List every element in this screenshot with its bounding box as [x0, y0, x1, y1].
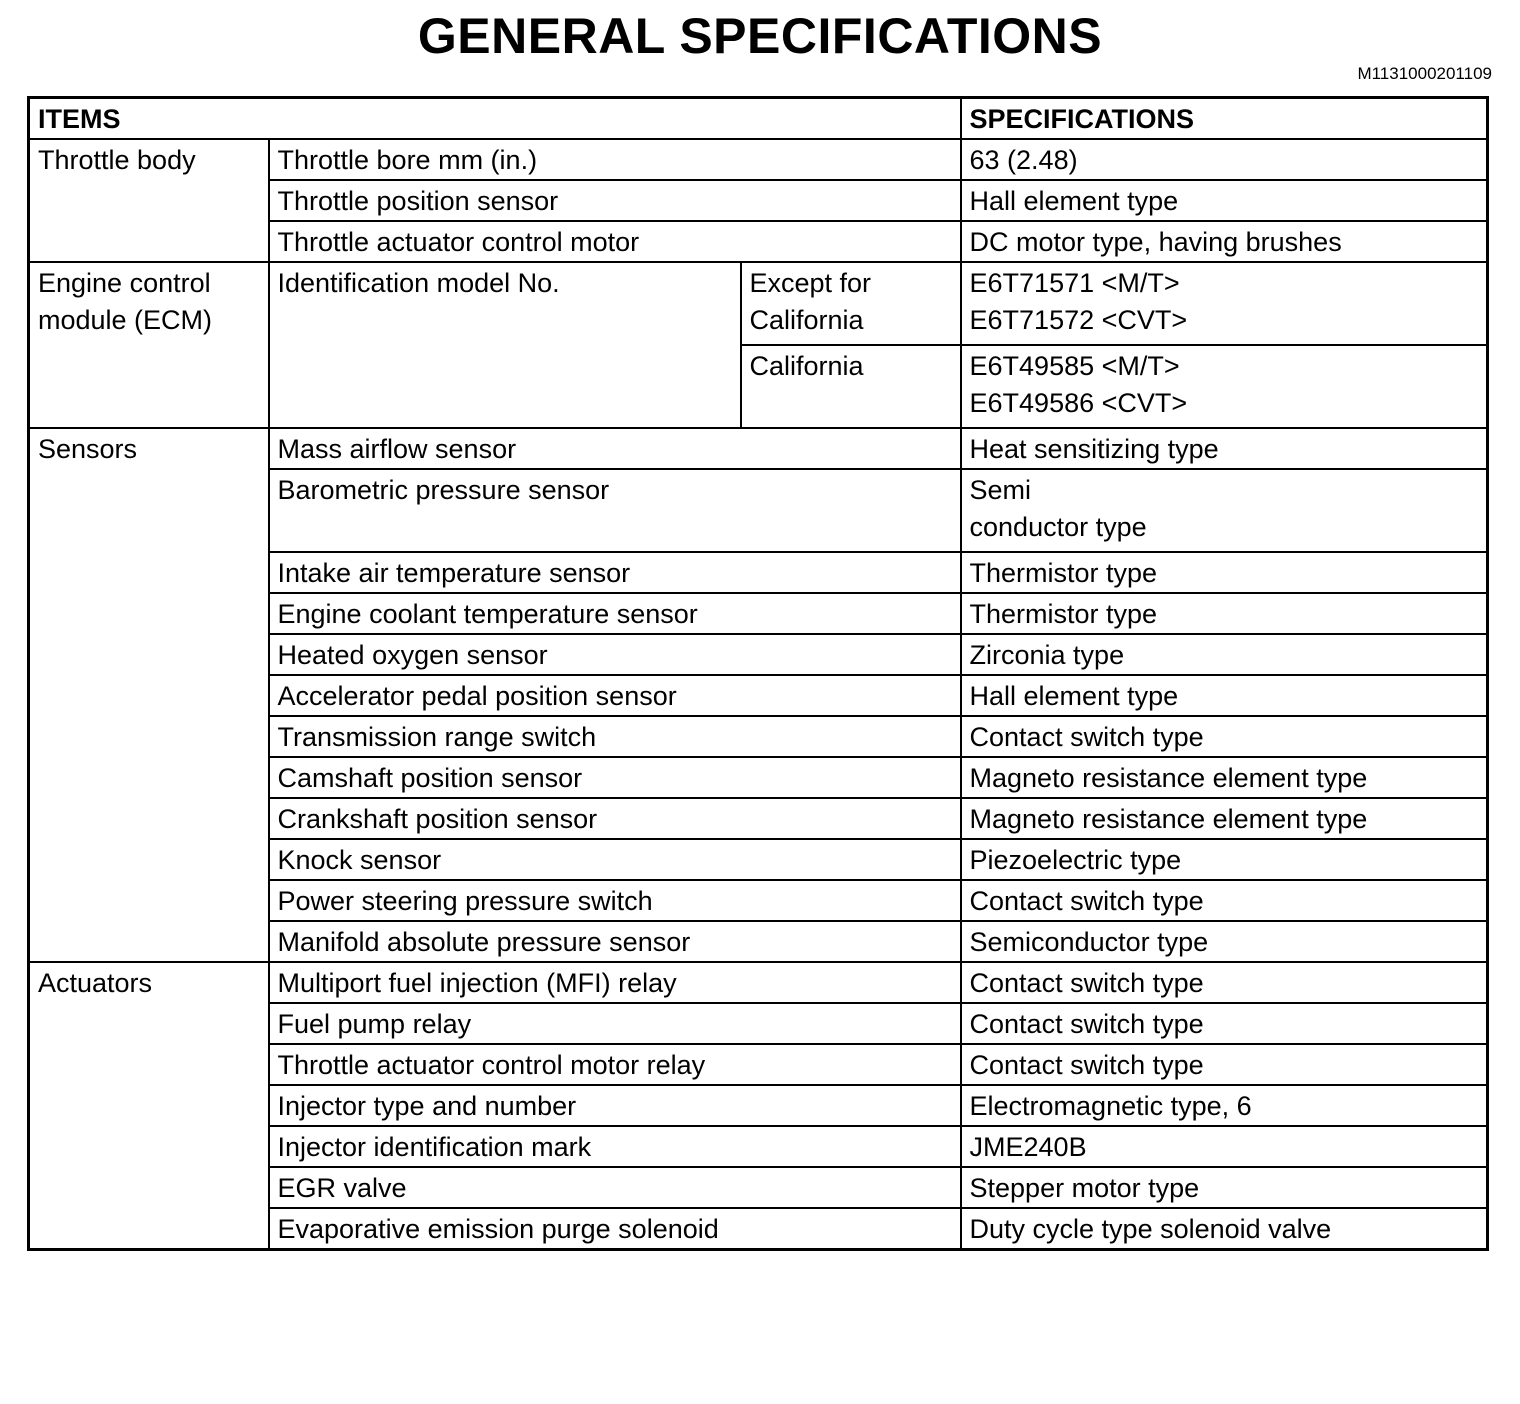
- group-throttle-body: Throttle body: [29, 139, 269, 262]
- region-line1: Except for: [749, 268, 872, 298]
- spec-cell: Magneto resistance element type: [961, 798, 1488, 839]
- spec-cell: Semiconductor type: [961, 921, 1488, 962]
- region-cell: [741, 262, 961, 345]
- spec-cell: Heat sensitizing type: [961, 428, 1488, 469]
- region-cell: [741, 345, 961, 428]
- spec-line1: E6T49585 <M/T>: [969, 351, 1180, 381]
- document-id: M1131000201109: [1357, 64, 1492, 83]
- spec-cell: Piezoelectric type: [961, 839, 1488, 880]
- item-cell: Barometric pressure sensor: [269, 469, 961, 552]
- spec-cell: Contact switch type: [961, 1044, 1488, 1085]
- group-ecm-line1: Engine control: [38, 268, 211, 298]
- spec-cell: Contact switch type: [961, 880, 1488, 921]
- table-row: [29, 262, 1488, 345]
- item-cell: Mass airflow sensor: [269, 428, 961, 469]
- table-header-row: [29, 98, 1488, 140]
- table-row: [29, 962, 1488, 1003]
- specifications-header: SPECIFICATIONS: [961, 98, 1488, 140]
- item-cell: Evaporative emission purge solenoid: [269, 1208, 961, 1250]
- spec-cell: Thermistor type: [961, 552, 1488, 593]
- region-line2: California: [749, 305, 864, 335]
- spec-cell: Electromagnetic type, 6: [961, 1085, 1488, 1126]
- item-cell: Identification model No.: [269, 262, 741, 428]
- group-sensors: Sensors: [29, 428, 269, 962]
- group-ecm: [29, 262, 269, 428]
- spec-cell: Hall element type: [961, 675, 1488, 716]
- item-cell: Camshaft position sensor: [269, 757, 961, 798]
- spec-cell: Thermistor type: [961, 593, 1488, 634]
- group-actuators: Actuators: [29, 962, 269, 1250]
- spec-cell: [961, 469, 1488, 552]
- spec-cell: JME240B: [961, 1126, 1488, 1167]
- spec-line2: E6T71572 <CVT>: [969, 305, 1188, 335]
- spec-line2: E6T49586 <CVT>: [969, 388, 1188, 418]
- spec-cell: Duty cycle type solenoid valve: [961, 1208, 1488, 1250]
- item-cell: Manifold absolute pressure sensor: [269, 921, 961, 962]
- spec-cell: Stepper motor type: [961, 1167, 1488, 1208]
- item-cell: Heated oxygen sensor: [269, 634, 961, 675]
- region-line1: California: [749, 351, 864, 381]
- item-cell: Throttle actuator control motor relay: [269, 1044, 961, 1085]
- item-cell: Crankshaft position sensor: [269, 798, 961, 839]
- item-cell: Throttle position sensor: [269, 180, 961, 221]
- table-row: [29, 139, 1488, 180]
- spec-line1: Semi: [969, 475, 1032, 505]
- spec-line1: E6T71571 <M/T>: [969, 268, 1180, 298]
- spec-cell: Hall element type: [961, 180, 1488, 221]
- items-header: ITEMS: [29, 98, 961, 140]
- item-cell: Throttle actuator control motor: [269, 221, 961, 262]
- spec-cell: Contact switch type: [961, 962, 1488, 1003]
- item-cell: Intake air temperature sensor: [269, 552, 961, 593]
- spec-cell: Zirconia type: [961, 634, 1488, 675]
- spec-cell: Magneto resistance element type: [961, 757, 1488, 798]
- item-cell: Throttle bore mm (in.): [269, 139, 961, 180]
- item-cell: EGR valve: [269, 1167, 961, 1208]
- spec-cell: DC motor type, having brushes: [961, 221, 1488, 262]
- item-cell: Injector type and number: [269, 1085, 961, 1126]
- item-cell: Knock sensor: [269, 839, 961, 880]
- spec-cell: Contact switch type: [961, 1003, 1488, 1044]
- item-cell: Transmission range switch: [269, 716, 961, 757]
- spec-cell: [961, 262, 1488, 345]
- item-cell: Multiport fuel injection (MFI) relay: [269, 962, 961, 1003]
- page-title: GENERAL SPECIFICATIONS: [417, 8, 1103, 64]
- spec-line2: conductor type: [969, 512, 1147, 542]
- item-cell: Accelerator pedal position sensor: [269, 675, 961, 716]
- specifications-table: [27, 96, 1489, 1251]
- item-cell: Injector identification mark: [269, 1126, 961, 1167]
- item-cell: Engine coolant temperature sensor: [269, 593, 961, 634]
- item-cell: Fuel pump relay: [269, 1003, 961, 1044]
- spec-cell: 63 (2.48): [961, 139, 1488, 180]
- spec-cell: [961, 345, 1488, 428]
- group-ecm-line2: module (ECM): [38, 305, 213, 335]
- item-cell: Power steering pressure switch: [269, 880, 961, 921]
- spec-cell: Contact switch type: [961, 716, 1488, 757]
- table-row: [29, 428, 1488, 469]
